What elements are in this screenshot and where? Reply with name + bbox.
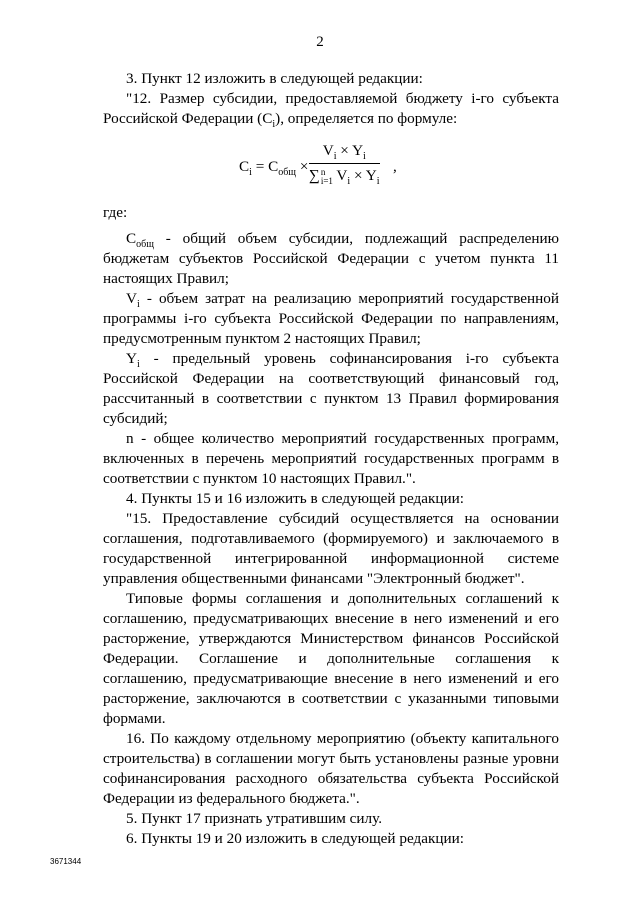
formula-lhs: $C_i = C_{общ}$ × xyxy=(239,158,309,179)
paragraph-text: "12. Размер субсидии, предоставляемой бюджету i-го субъекта Российской Федерации (C xyxy=(103,90,559,127)
paragraph-item-5: 5. Пункт 17 признать утратившим силу. xyxy=(126,810,382,827)
paragraph-item-12 xyxy=(103,89,559,129)
definition-y: $Y_i$ - предельный уровень софинансирования i-го субъекта Российской Федерации на соответствующий финансовый год, рассчитанный в соответствии с пунктом 13 Правил формирования субсидий; xyxy=(103,350,559,427)
where-label: где: xyxy=(103,204,128,221)
subscript-i: i xyxy=(272,119,276,131)
paragraph-text-cont: ), определяется по формуле: xyxy=(275,110,458,127)
formula-comma: , xyxy=(393,158,397,175)
document-id: 3671344 xyxy=(50,857,82,866)
sum-limits: n i=1 xyxy=(320,166,333,186)
paragraph-item-6: 6. Пункты 19 и 20 изложить в следующей редакции: xyxy=(126,830,464,847)
definition-n: n - общее количество мероприятий государственных программ, включенных в перечень мероприятий государственных программ в соответствии с пунктом 10 настоящих Правил.". xyxy=(103,430,559,487)
paragraph-item-15: "15. Предоставление субсидий осуществляется на основании соглашения, подготавливаемого (формируемого) и заключаемого в государственной интегрированной информационной системе управления общественными финансами "Электронный бюджет". xyxy=(103,510,559,587)
formula-denominator: ∑n i=1 $V_i \times Y_i$ xyxy=(309,166,380,188)
document-body xyxy=(103,69,559,849)
formula-fraction xyxy=(309,141,380,186)
definition-v: $V_i$ - объем затрат на реализацию мероприятий государственной программы i-го субъекта Российской Федерации по направлениям, предусмотренным пунктом 2 настоящих Правил; xyxy=(103,290,559,347)
subsidy-formula xyxy=(103,129,559,203)
paragraph-item-16: 16. По каждому отдельному мероприятию (объекту капитального строительства) в соглашении могут быть установлены разные уровни софинансирования расходного обязательства субъекта Российской Федерации из федерального бюджета.". xyxy=(103,730,559,807)
sum-symbol: ∑ xyxy=(309,167,320,184)
definition-c-total: $C_{общ}$ - общий объем субсидии, подлежащий распределению бюджетам субъектов Российской Федерации с учетом пункта 11 настоящих Правил; xyxy=(103,230,559,287)
paragraph-typical-forms: Типовые формы соглашения и дополнительных соглашений к соглашению, предусматривающих внесение в него изменений и его расторжение, утверждаются Министерством финансов Российской Федерации. Соглашение и дополнительные соглашения к соглашению, предусматривающие внесение в него изменений и его расторжение, заключаются в соответствии с указанными типовыми формами. xyxy=(103,590,559,727)
formula-numerator: $V_i \times Y_i$ xyxy=(309,141,380,164)
paragraph-item-4: 4. Пункты 15 и 16 изложить в следующей редакции: xyxy=(126,490,464,507)
page-number: 2 xyxy=(316,34,324,50)
paragraph-item-3: 3. Пункт 12 изложить в следующей редакции: xyxy=(126,70,423,87)
